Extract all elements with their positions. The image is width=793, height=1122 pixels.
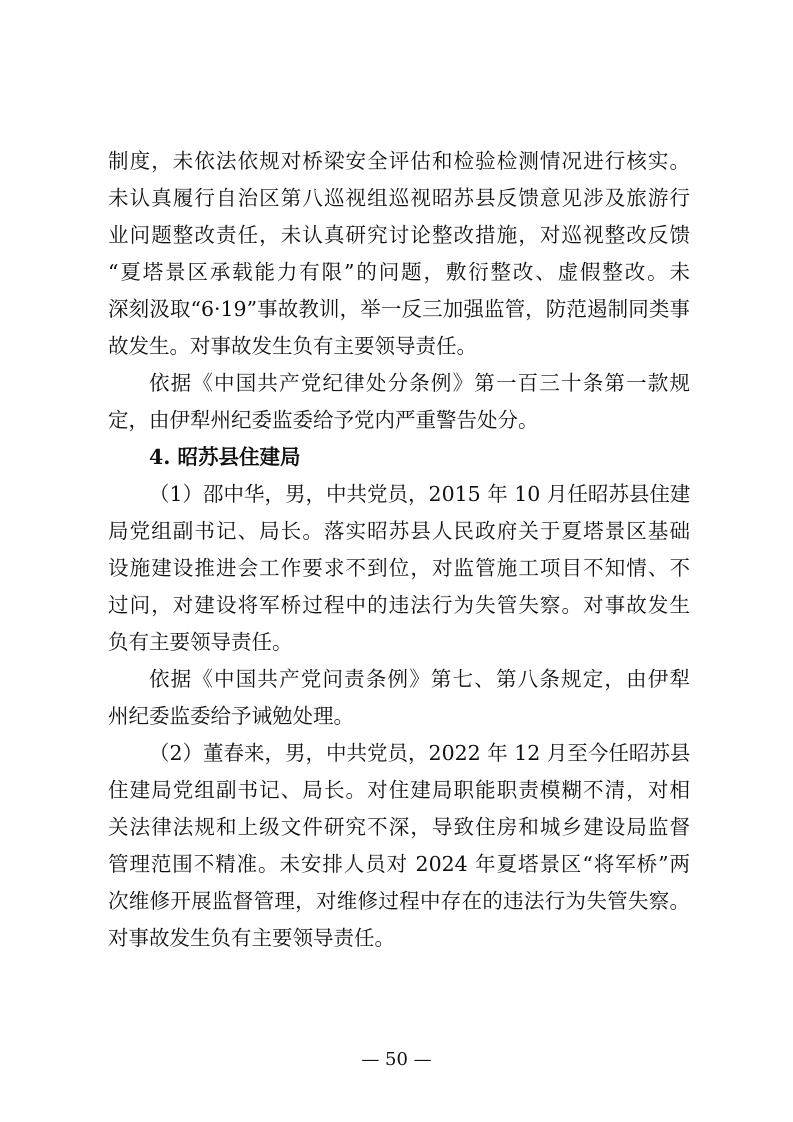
paragraph-line: （1）邵中华，男，中共党员，2015 年 10 月任昭苏县住建 bbox=[149, 482, 691, 506]
paragraph-line: 局党组副书记、局长。落实昭苏县人民政府关于夏塔景区基础 bbox=[108, 519, 690, 543]
paragraph-line: “夏塔景区承载能力有限”的问题，敷衍整改、虚假整改。未 bbox=[108, 260, 690, 284]
paragraph-line: 业问题整改责任，未认真研究讨论整改措施，对巡视整改反馈 bbox=[108, 223, 690, 247]
paragraph-line: 依据《中国共产党问责条例》第七、第八条规定，由伊犁 bbox=[149, 667, 690, 691]
paragraph-line: （2）董春来，男，中共党员，2022 年 12 月至今任昭苏县 bbox=[149, 741, 691, 765]
paragraph-line: 住建局党组副书记、局长。对住建局职能职责模糊不清，对相 bbox=[108, 778, 690, 802]
paragraph-line: 定，由伊犁州纪委监委给予党内严重警告处分。 bbox=[108, 408, 539, 432]
paragraph-line: 依据《中国共产党纪律处分条例》第一百三十条第一款规 bbox=[149, 371, 690, 395]
paragraph-line: 管理范围不精准。未安排人员对 2024 年夏塔景区“将军桥”两 bbox=[108, 852, 690, 876]
paragraph-line: 对事故发生负有主要领导责任。 bbox=[108, 926, 395, 950]
paragraph-line: 设施建设推进会工作要求不到位，对监管施工项目不知情、不 bbox=[108, 556, 690, 580]
paragraph-line: 未认真履行自治区第八巡视组巡视昭苏县反馈意见涉及旅游行 bbox=[108, 186, 690, 210]
paragraph-line: 制度，未依法依规对桥梁安全评估和检验检测情况进行核实。 bbox=[108, 149, 690, 173]
paragraph-line: 故发生。对事故发生负有主要领导责任。 bbox=[108, 334, 477, 358]
section-heading: 4. 昭苏县住建局 bbox=[149, 445, 301, 469]
paragraph-line: 过问，对建设将军桥过程中的违法行为失管失察。对事故发生 bbox=[108, 593, 690, 617]
paragraph-line: 关法律法规和上级文件研究不深，导致住房和城乡建设局监督 bbox=[108, 815, 690, 839]
paragraph-line: 负有主要领导责任。 bbox=[108, 630, 293, 654]
paragraph-line: 深刻汲取“6·19”事故教训，举一反三加强监管，防范遏制同类事 bbox=[108, 297, 690, 321]
paragraph-line: 州纪委监委给予诫勉处理。 bbox=[108, 704, 354, 728]
page-number: — 50 — bbox=[361, 1049, 432, 1070]
paragraph-line: 次维修开展监督管理，对维修过程中存在的违法行为失管失察。 bbox=[108, 889, 690, 913]
